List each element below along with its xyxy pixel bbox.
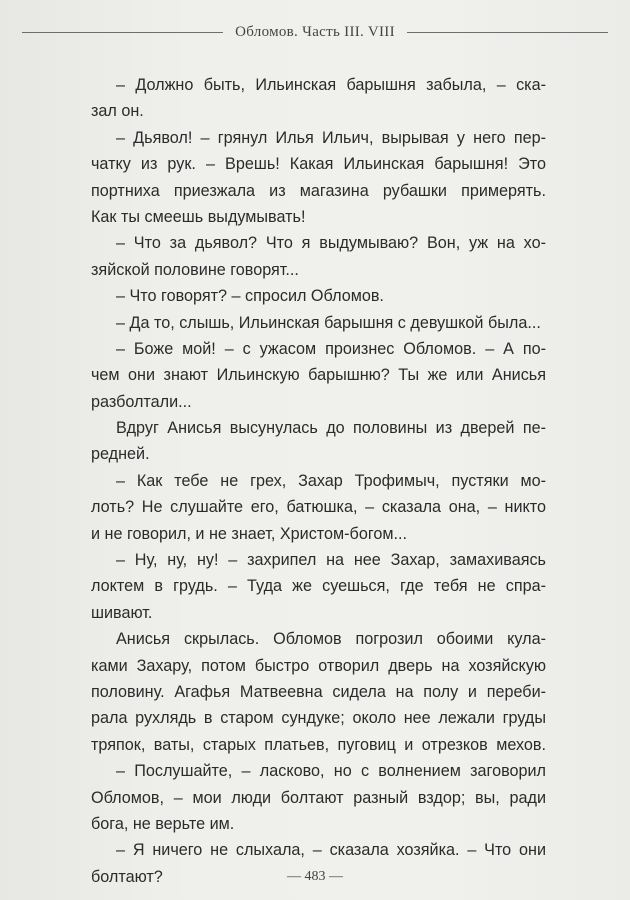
text-line: половину. Агафья Матвеевна сидела на полу и переби-	[91, 682, 546, 701]
running-title: Обломов. Часть III. VIII	[235, 24, 395, 40]
body-text	[91, 72, 546, 890]
text-line: – Дьявол! – грянул Илья Ильич, вырывая у него пер-	[116, 128, 546, 147]
text-line: – Что говорят? – спросил Обломов.	[116, 287, 384, 306]
text-line: зал он.	[91, 102, 144, 121]
text-line: Как ты смеешь выдумывать!	[91, 207, 306, 226]
text-line: Анисья скрылась. Обломов погрозил обоими кула-	[116, 630, 546, 649]
text-line: чатку из рук. – Врешь! Какая Ильинская барышня! Это	[91, 155, 546, 174]
text-line: Вдруг Анисья высунулась до половины из дверей пе-	[116, 419, 546, 438]
text-line: лоть? Не слушайте его, батюшка, – сказала она, – никто	[91, 498, 546, 517]
text-line: разболтали...	[91, 392, 192, 411]
text-line: портниха приезжала из магазина рубашки примерять.	[91, 181, 546, 200]
running-head	[22, 22, 608, 42]
text-line: шивают.	[91, 603, 153, 622]
text-line: – Боже мой! – с ужасом произнес Обломов. – А по-	[116, 339, 546, 358]
text-line: редней.	[91, 445, 150, 464]
text-line: – Да то, слышь, Ильинская барышня с девушкой была...	[116, 313, 541, 332]
text-line: болтают?	[91, 867, 163, 886]
text-line: Обломов, – мои люди болтают разный вздор; вы, ради	[91, 788, 546, 807]
text-line: чем они знают Ильинскую барышню? Ты же или Анисья	[91, 366, 546, 385]
text-line: ками Захару, потом быстро отворил дверь на хозяйскую	[91, 656, 546, 675]
text-line: и не говорил, и не знает, Христом-богом...	[91, 524, 407, 543]
header-rule-right	[407, 32, 608, 33]
text-line: – Я ничего не слыхала, – сказала хозяйка. – Что они	[116, 841, 546, 860]
text-line: локтем в грудь. – Туда же суешься, где тебя не спра-	[91, 577, 546, 596]
text-line: зяйской половине говорят...	[91, 260, 299, 279]
text-line: – Ну, ну, ну! – захрипел на нее Захар, замахиваясь	[116, 551, 546, 570]
text-line: бога, не верьте им.	[91, 814, 235, 833]
text-line: – Как тебе не грех, Захар Трофимыч, пустяки мо-	[116, 471, 546, 490]
text-line: рала рухлядь в старом сундуке; около нее лежали груды	[91, 709, 546, 728]
text-line: – Послушайте, – ласково, но с волнением заговорил	[116, 762, 546, 781]
text-line: – Что за дьявол? Что я выдумываю? Вон, уж на хо-	[116, 234, 546, 253]
text-line: – Должно быть, Ильинская барышня забыла, – ска-	[116, 76, 546, 94]
page-number: — 483 —	[287, 869, 343, 884]
text-line: тряпок, ваты, старых платьев, пуговиц и отрезков мехов.	[91, 735, 546, 754]
